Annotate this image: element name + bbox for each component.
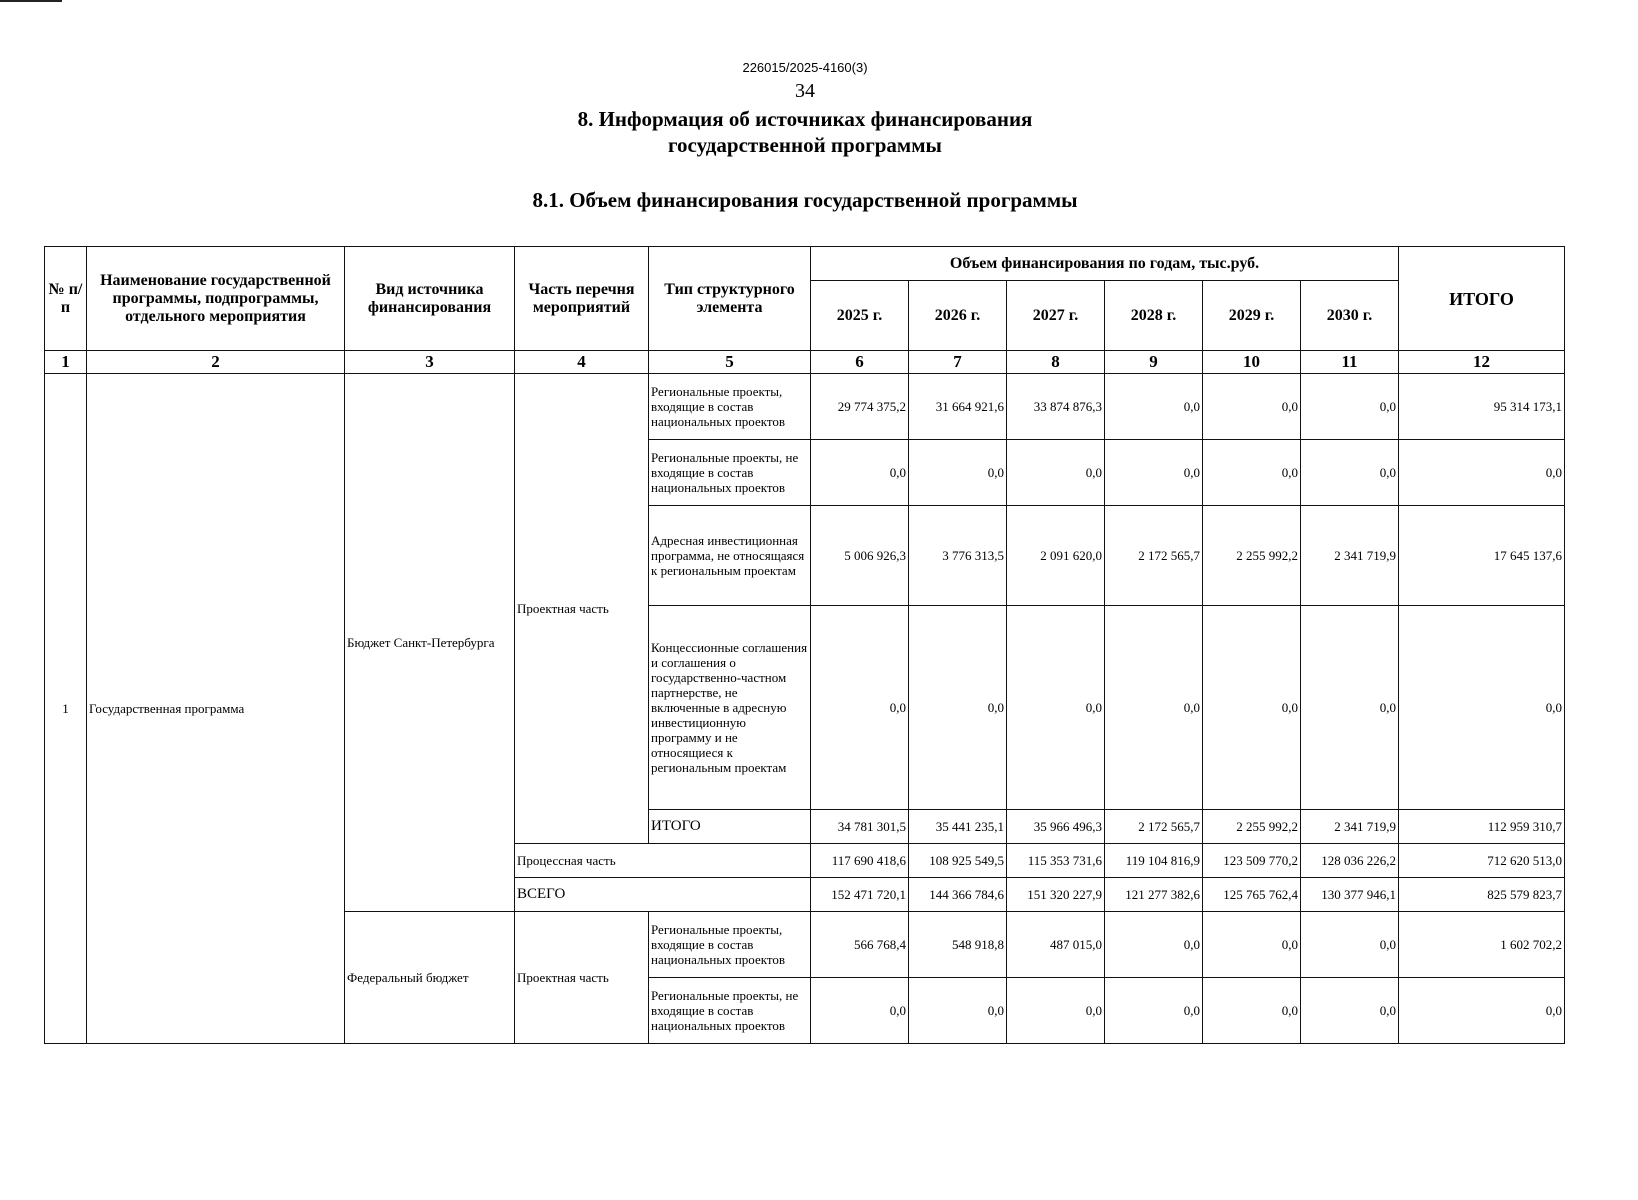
value-cell: 2 341 719,9 — [1301, 810, 1399, 844]
value-cell: 0,0 — [1007, 606, 1105, 810]
value-cell: 0,0 — [1203, 440, 1301, 506]
value-cell: 566 768,4 — [811, 912, 909, 978]
value-cell: 0,0 — [1203, 978, 1301, 1044]
value-cell: 0,0 — [909, 978, 1007, 1044]
value-cell: 0,0 — [1105, 374, 1203, 440]
structure-type-total: ИТОГО — [649, 810, 811, 844]
column-index: 6 — [811, 351, 909, 374]
header-type: Тип структурного элемента — [649, 247, 811, 351]
total-cell: 712 620 513,0 — [1399, 844, 1565, 878]
total-cell: 112 959 310,7 — [1399, 810, 1565, 844]
table-row — [45, 374, 1565, 440]
structure-type: Адресная инвестиционная программа, не относящаяся к региональным проектам — [649, 506, 811, 606]
value-cell: 0,0 — [811, 440, 909, 506]
value-cell: 0,0 — [1203, 374, 1301, 440]
value-cell: 108 925 549,5 — [909, 844, 1007, 878]
corner-mark — [0, 0, 62, 2]
column-index: 5 — [649, 351, 811, 374]
value-cell: 0,0 — [1301, 606, 1399, 810]
column-index: 4 — [515, 351, 649, 374]
structure-type: Региональные проекты, не входящие в состав национальных проектов — [649, 978, 811, 1044]
header-year: 2030 г. — [1301, 281, 1399, 351]
value-cell: 152 471 720,1 — [811, 878, 909, 912]
header-year: 2029 г. — [1203, 281, 1301, 351]
column-index: 3 — [345, 351, 515, 374]
structure-type: Концессионные соглашения и соглашения о государственно-частном партнерстве, не включенные в адресную инвестиционную программу и не относящиеся к региональным проектам — [649, 606, 811, 810]
value-cell: 125 765 762,4 — [1203, 878, 1301, 912]
value-cell: 3 776 313,5 — [909, 506, 1007, 606]
value-cell: 0,0 — [811, 606, 909, 810]
value-cell: 487 015,0 — [1007, 912, 1105, 978]
value-cell: 31 664 921,6 — [909, 374, 1007, 440]
structure-type: Региональные проекты, входящие в состав национальных проектов — [649, 374, 811, 440]
value-cell: 2 255 992,2 — [1203, 810, 1301, 844]
value-cell: 0,0 — [811, 978, 909, 1044]
total-cell: 1 602 702,2 — [1399, 912, 1565, 978]
value-cell: 34 781 301,5 — [811, 810, 909, 844]
total-cell: 0,0 — [1399, 440, 1565, 506]
section-title — [0, 106, 1610, 158]
value-cell: 2 091 620,0 — [1007, 506, 1105, 606]
part-project: Проектная часть — [515, 374, 649, 844]
value-cell: 151 320 227,9 — [1007, 878, 1105, 912]
value-cell: 29 774 375,2 — [811, 374, 909, 440]
total-cell: 95 314 173,1 — [1399, 374, 1565, 440]
value-cell: 123 509 770,2 — [1203, 844, 1301, 878]
subsection-title: 8.1. Объем финансирования государственной программы — [532, 188, 1078, 212]
header-year: 2026 г. — [909, 281, 1007, 351]
total-cell: 0,0 — [1399, 606, 1565, 810]
value-cell: 0,0 — [1105, 978, 1203, 1044]
column-index: 8 — [1007, 351, 1105, 374]
value-cell: 548 918,8 — [909, 912, 1007, 978]
spb-total-label: ВСЕГО — [515, 878, 811, 912]
header-years-group: Объем финансирования по годам, тыс.руб. — [811, 247, 1399, 281]
header-name: Наименование государственной программы, подпрограммы, отдельного мероприятия — [87, 247, 345, 351]
value-cell: 0,0 — [1007, 978, 1105, 1044]
column-index: 11 — [1301, 351, 1399, 374]
value-cell: 119 104 816,9 — [1105, 844, 1203, 878]
value-cell: 0,0 — [1301, 374, 1399, 440]
value-cell: 117 690 418,6 — [811, 844, 909, 878]
page-number: 34 — [795, 80, 815, 102]
source-federal-budget: Федеральный бюджет — [345, 912, 515, 1044]
header-year: 2025 г. — [811, 281, 909, 351]
value-cell: 0,0 — [1105, 440, 1203, 506]
value-cell: 115 353 731,6 — [1007, 844, 1105, 878]
value-cell: 35 441 235,1 — [909, 810, 1007, 844]
document-number: 226015/2025-4160(3) — [742, 60, 868, 75]
value-cell: 0,0 — [1105, 912, 1203, 978]
header-num: № п/п — [45, 247, 87, 351]
value-cell: 0,0 — [909, 440, 1007, 506]
total-cell: 17 645 137,6 — [1399, 506, 1565, 606]
value-cell: 5 006 926,3 — [811, 506, 909, 606]
value-cell: 2 172 565,7 — [1105, 506, 1203, 606]
column-index: 2 — [87, 351, 345, 374]
header-total: ИТОГО — [1399, 247, 1565, 351]
value-cell: 0,0 — [1203, 912, 1301, 978]
value-cell: 144 366 784,6 — [909, 878, 1007, 912]
part-project-federal: Проектная часть — [515, 912, 649, 1044]
value-cell: 0,0 — [1301, 978, 1399, 1044]
value-cell: 128 036 226,2 — [1301, 844, 1399, 878]
value-cell: 0,0 — [1007, 440, 1105, 506]
column-index: 7 — [909, 351, 1007, 374]
structure-type: Региональные проекты, не входящие в состав национальных проектов — [649, 440, 811, 506]
program-name: Государственная программа — [87, 374, 345, 1044]
header-year: 2028 г. — [1105, 281, 1203, 351]
value-cell: 35 966 496,3 — [1007, 810, 1105, 844]
value-cell: 0,0 — [1301, 912, 1399, 978]
value-cell: 0,0 — [1203, 606, 1301, 810]
section-title-line-1: 8. Информация об источниках финансирования — [577, 107, 1033, 131]
header-year: 2027 г. — [1007, 281, 1105, 351]
total-cell: 825 579 823,7 — [1399, 878, 1565, 912]
column-index: 12 — [1399, 351, 1565, 374]
section-title-line-2: государственной программы — [668, 133, 942, 157]
value-cell: 0,0 — [1301, 440, 1399, 506]
part-process: Процессная часть — [515, 844, 811, 878]
financing-table — [44, 246, 1565, 1044]
header-part: Часть перечня мероприятий — [515, 247, 649, 351]
column-index: 9 — [1105, 351, 1203, 374]
source-spb-budget: Бюджет Санкт-Петербурга — [345, 374, 515, 912]
total-cell: 0,0 — [1399, 978, 1565, 1044]
value-cell: 33 874 876,3 — [1007, 374, 1105, 440]
value-cell: 0,0 — [909, 606, 1007, 810]
value-cell: 121 277 382,6 — [1105, 878, 1203, 912]
column-index: 1 — [45, 351, 87, 374]
value-cell: 2 341 719,9 — [1301, 506, 1399, 606]
column-index: 10 — [1203, 351, 1301, 374]
value-cell: 2 255 992,2 — [1203, 506, 1301, 606]
value-cell: 0,0 — [1105, 606, 1203, 810]
structure-type: Региональные проекты, входящие в состав национальных проектов — [649, 912, 811, 978]
value-cell: 2 172 565,7 — [1105, 810, 1203, 844]
value-cell: 130 377 946,1 — [1301, 878, 1399, 912]
program-number: 1 — [45, 374, 87, 1044]
header-source: Вид источника финансирования — [345, 247, 515, 351]
